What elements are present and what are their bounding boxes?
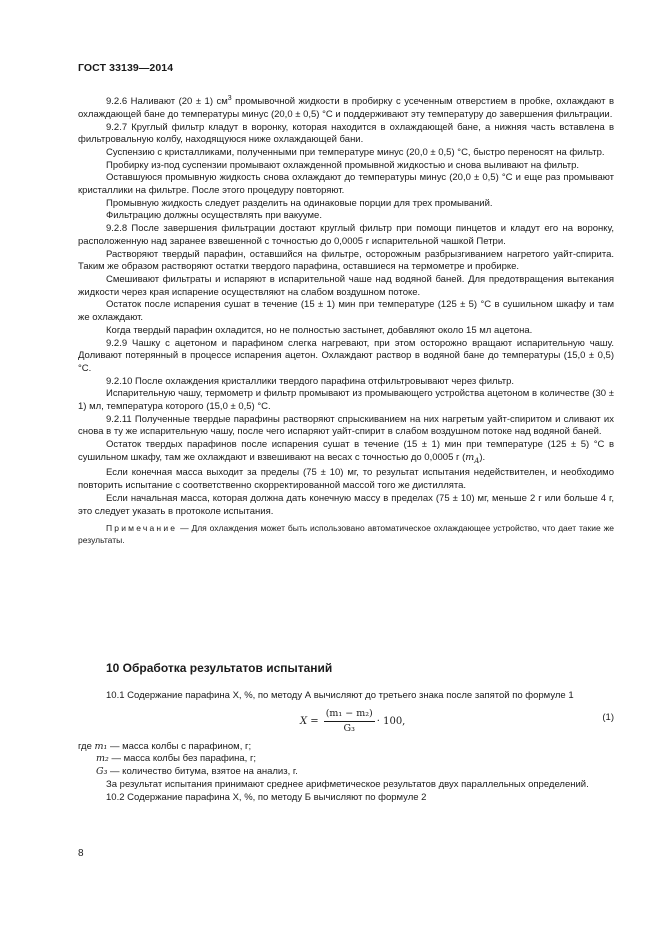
paragraph: Остаток после испарения сушат в течение (15 ± 1) мин при температуре (125 ± 5) °С в сушильном шкафу и там же охлаждают.	[78, 299, 614, 324]
paragraph: Суспензию с кристалликами, полученными при температуре минус (20,0 ± 0,5) °С, быстро переносят на фильтр.	[106, 146, 605, 158]
definition-item: m₂ — масса колбы без парафина, г;	[96, 753, 257, 765]
paragraph: Смешивают фильтраты и испаряют в испарительной чаше над водяной баней. Для предотвращения вытекания жидкости через края испарение осуществляют на слабом воздушном потоке.	[78, 274, 614, 298]
formula-1	[78, 704, 614, 738]
formula-fraction	[324, 708, 375, 736]
formula-numerator: (m₁ − m₂)	[324, 708, 375, 723]
document-header: ГОСТ 33139—2014	[78, 62, 174, 74]
paragraph: 9.2.7 Круглый фильтр кладут в воронку, которая находится в охлаждающей бане, а нижняя часть вставлена в фильтровальную колбу, находящуюся ниже охлаждающей бани.	[78, 121, 614, 146]
paragraph: Пробирку из-под суспензии промывают охлажденной промывной жидкостью и снова выливают на фильтр.	[106, 159, 580, 171]
formula-lhs: X =	[300, 715, 319, 727]
section-title: 10 Обработка результатов испытаний	[106, 661, 333, 675]
variable-definitions	[78, 741, 614, 779]
paragraph: За результат испытания принимают среднее арифметическое результатов двух параллельных определений.	[106, 778, 589, 790]
paragraph: 9.2.10 После охлаждения кристаллики твердого парафина отфильтровывают через фильтр.	[106, 375, 515, 387]
note-text: — Для охлаждения может быть использовано автоматическое охлаждающее устройство, что дает такие же результаты.	[78, 523, 614, 545]
paragraph: 9.2.8 После завершения фильтрации достают круглый фильтр при помощи пинцетов и кладут его на воронку, расположенную над заранее взвешенной с точностью до 0,0005 г испарительной чашкой Петри.	[78, 223, 614, 247]
paragraph: 9.2.6 Наливают (20 ± 1) $см^3$ промывочной жидкости в пробирку с усеченным отверстием в пробке, охлаждают в охлаждающей бане до температуры минус (20,0 ± 0,5) °С и поддерживают эту температуру до завершения фильтрации.	[78, 95, 614, 120]
definition-item: G₃ — количество битума, взятое на анализ, г.	[96, 766, 298, 778]
paragraph: Фильтрацию должны осуществлять при вакууме.	[106, 210, 322, 222]
paragraph: Если конечная масса выходит за пределы (75 ± 10) мг, то результат испытания недействителен, и необходимо повторить испытание с соответственно скорректированной массой того же дистиллята.	[78, 467, 614, 492]
paragraph: Если начальная масса, которая должна дать конечную массу в пределах (75 ± 10) мг, меньше 2 г или больше 4 г, это следует указать в протоколе испытания.	[78, 492, 614, 517]
formula-number: (1)	[602, 711, 614, 723]
paragraph: Остаток твердых парафинов после испарения сушат в течение (15 ± 1) мин при температуре (125 ± 5) °С в сушильном шкафу, там же охлаждают и взвешивают на весах с точностью до 0,0005 г $(m_A)$.	[78, 439, 614, 465]
paragraph: 9.2.11 Полученные твердые парафины растворяют спрыскиванием на них нагретым уайт-спиритом и сливают их снова в ту же испарительную чашу, после чего испаряют уайт-спирит в слабом воздушном потоке над водяной баней.	[78, 413, 614, 438]
paragraph: Испарительную чашу, термометр и фильтр промывают из промывающего устройства ацетоном в количестве (30 ± 1) мл, температура которого (15,0 ± 0,5) °С.	[78, 388, 614, 413]
formula-rhs: · 100,	[376, 715, 406, 727]
paragraph: Растворяют твердый парафин, оставшийся на фильтре, осторожным разбрызгиванием нагретого уайт-спирита. Таким же образом растворяют остатки твердого парафина, оставшиеся на термометре и пробирке.	[78, 248, 614, 273]
page-number: 8	[78, 848, 84, 859]
paragraph: Когда твердый парафин охладится, но не полностью застынет, добавляют около 15 мл ацетона.	[106, 324, 533, 336]
paragraph: 10.2 Содержание парафина X, %, по методу Б вычисляют по формуле 2	[106, 791, 427, 803]
paragraph: Оставшуюся промывную жидкость снова охлаждают до температуры минус (20,0 ± 0,5) °С и еще раз промывают кристаллики на фильтре. После этого процедуру повторяют.	[78, 172, 614, 197]
note-label: Примечание	[106, 523, 178, 534]
paragraph: Промывную жидкость следует разделить на одинаковые порции для трех промываний.	[106, 197, 493, 209]
paragraph: 9.2.9 Чашку с ацетоном и парафином слегка нагревают, при этом осторожно вращают испарительную чашу. Доливают потерянный в процессе испарения ацетон. Охлаждают раствор в водяной бане до температуры (15,0 ± 0,5) °С.	[78, 337, 614, 374]
definition-item: где m₁ — масса колбы с парафином, г;	[78, 740, 252, 752]
body-text	[78, 93, 614, 546]
section-10-body	[78, 690, 614, 804]
paragraph: 10.1 Содержание парафина X, %, по методу А вычисляют до третьего знака после запятой по формуле 1	[106, 690, 574, 701]
formula-denominator: G₃	[343, 723, 355, 735]
note	[78, 523, 614, 546]
